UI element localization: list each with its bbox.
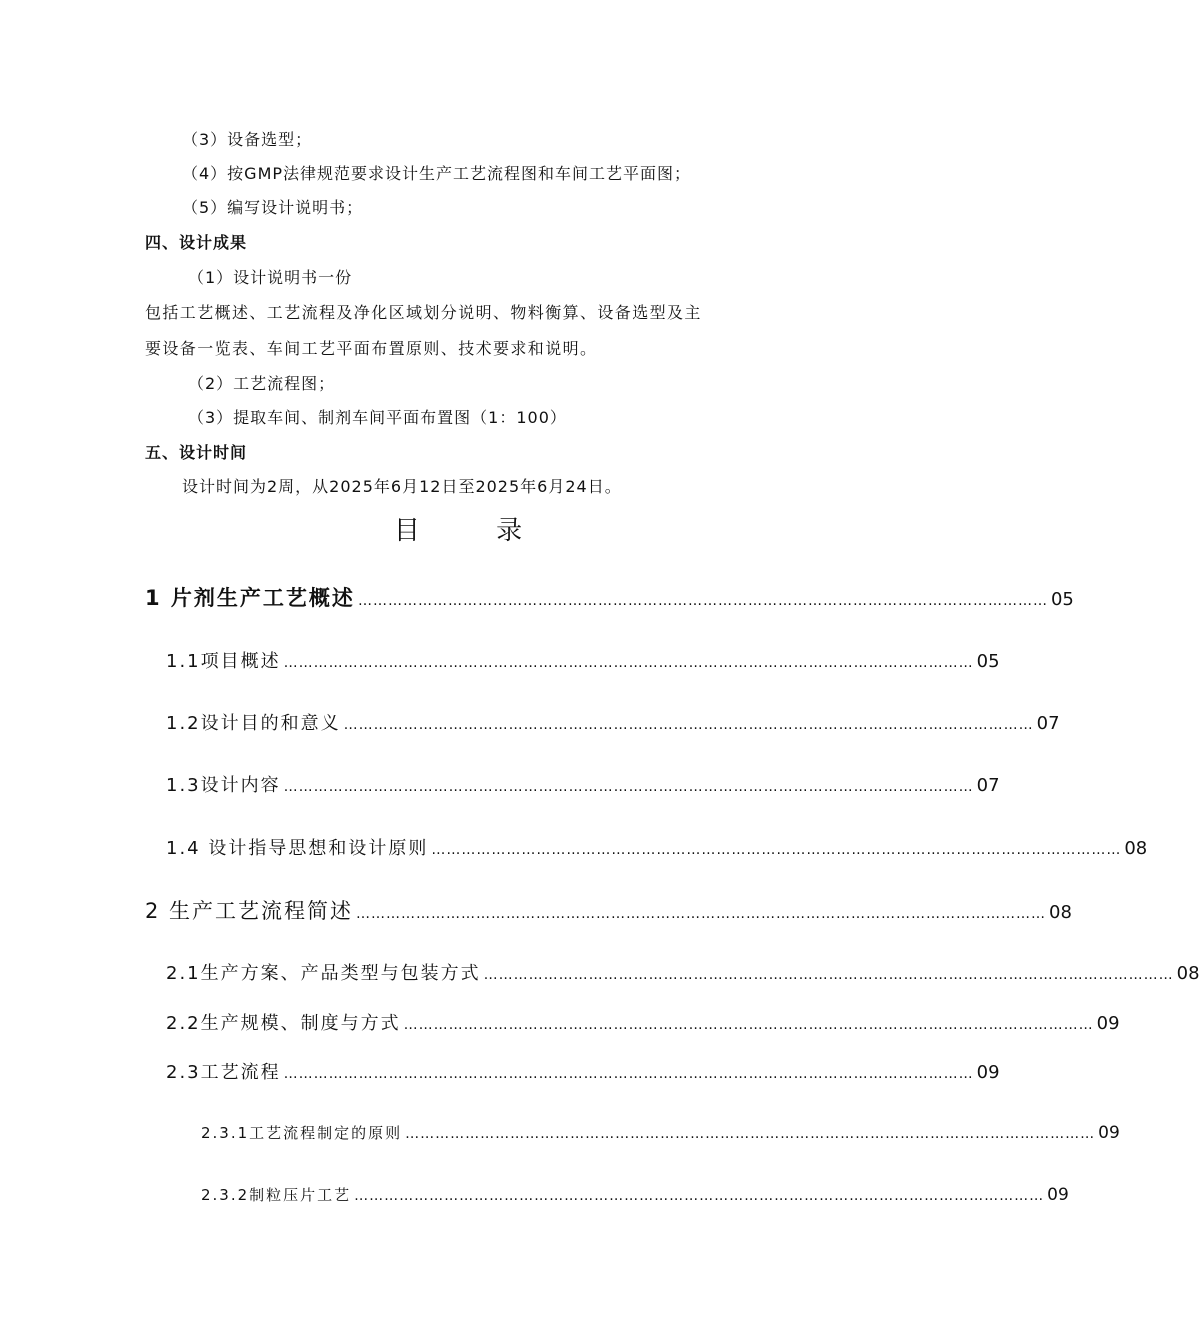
toc-entry-page: 05 <box>1050 589 1074 610</box>
toc-entry-label: 1.4 设计指导思想和设计原则 <box>166 838 429 859</box>
toc-entry-label: 2.2生产规模、制度与方式 <box>166 1013 401 1034</box>
toc-leader-dots: ………………………………………………………………………………………………………………………… <box>354 1188 1045 1204</box>
toc-entry-label: 2.3.1工艺流程制定的原则 <box>201 1124 403 1142</box>
toc-leader-dots: ………………………………………………………………………………………………………………………… <box>357 593 1048 609</box>
toc-entry-label: 1 片剂生产工艺概述 <box>145 586 355 610</box>
toc-leader-dots: ………………………………………………………………………………………………………………………… <box>431 842 1122 858</box>
toc-entry[interactable] <box>145 895 1072 925</box>
section-heading-schedule: 五、设计时间 <box>145 443 248 462</box>
toc-entry[interactable] <box>166 834 1148 860</box>
toc-entry-page: 09 <box>1096 1013 1120 1034</box>
schedule-text: 设计时间为2周，从2025年6月12日至2025年6月24日。 <box>182 477 622 496</box>
toc-entry-label: 1.3设计内容 <box>166 775 281 796</box>
toc-entry-label: 2.3.2制粒压片工艺 <box>201 1186 352 1204</box>
toc-entry-page: 09 <box>1098 1123 1120 1143</box>
toc-title: 目 录 <box>393 516 557 546</box>
toc-entry-page: 07 <box>1036 713 1060 734</box>
toc-entry-label: 2.3工艺流程 <box>166 1062 281 1083</box>
toc-entry[interactable] <box>145 582 1074 612</box>
toc-leader-dots: ………………………………………………………………………………………………………………………… <box>403 1017 1094 1033</box>
toc-entry[interactable] <box>166 1058 1000 1084</box>
toc-entry[interactable] <box>166 771 1000 797</box>
deliverable-item-3: （3）提取车间、制剂车间平面布置图（1：100） <box>188 408 567 427</box>
toc-entry-page: 08 <box>1124 838 1148 859</box>
toc-entry-page: 05 <box>976 651 1000 672</box>
deliverable-description-line-2: 要设备一览表、车间工艺平面布置原则、技术要求和说明。 <box>145 339 598 358</box>
toc-entry[interactable] <box>166 959 1200 985</box>
toc-entry-label: 2 生产工艺流程简述 <box>145 899 354 923</box>
toc-entry[interactable] <box>201 1184 1069 1205</box>
toc-leader-dots: ………………………………………………………………………………………………………………………… <box>283 655 974 671</box>
toc-entry[interactable] <box>166 1009 1120 1035</box>
toc-entry[interactable] <box>166 647 1000 673</box>
requirement-item-3: （3）设备选型； <box>182 130 313 149</box>
toc-entry-label: 2.1生产方案、产品类型与包装方式 <box>166 963 481 984</box>
deliverable-item-1: （1）设计说明书一份 <box>188 268 353 287</box>
requirement-item-5: （5）编写设计说明书； <box>182 198 364 217</box>
toc-entry-page: 09 <box>1047 1185 1069 1205</box>
toc-leader-dots: ………………………………………………………………………………………………………………………… <box>283 779 974 795</box>
section-heading-deliverables: 四、设计成果 <box>145 233 248 252</box>
toc-entry-page: 09 <box>976 1062 1000 1083</box>
deliverable-description-line-1: 包括工艺概述、工艺流程及净化区域划分说明、物料衡算、设备选型及主 <box>145 303 702 322</box>
deliverable-item-2: （2）工艺流程图； <box>188 374 336 393</box>
toc-leader-dots: ………………………………………………………………………………………………………………………… <box>483 967 1174 983</box>
toc-entry-label: 1.1项目概述 <box>166 651 281 672</box>
toc-entry-label: 1.2设计目的和意义 <box>166 713 341 734</box>
toc-entry-page: 07 <box>976 775 1000 796</box>
toc-entry[interactable] <box>201 1122 1120 1143</box>
toc-leader-dots: ………………………………………………………………………………………………………………………… <box>343 717 1034 733</box>
toc-entry-page: 08 <box>1049 902 1072 923</box>
toc-leader-dots: ………………………………………………………………………………………………………………………… <box>283 1066 974 1082</box>
toc-entry[interactable] <box>166 709 1060 735</box>
toc-leader-dots: ………………………………………………………………………………………………………………………… <box>405 1126 1096 1142</box>
toc-leader-dots: ………………………………………………………………………………………………………………………… <box>356 906 1047 922</box>
requirement-item-4: （4）按GMP法律规范要求设计生产工艺流程图和车间工艺平面图； <box>182 164 692 183</box>
toc-entry-page: 08 <box>1176 963 1200 984</box>
